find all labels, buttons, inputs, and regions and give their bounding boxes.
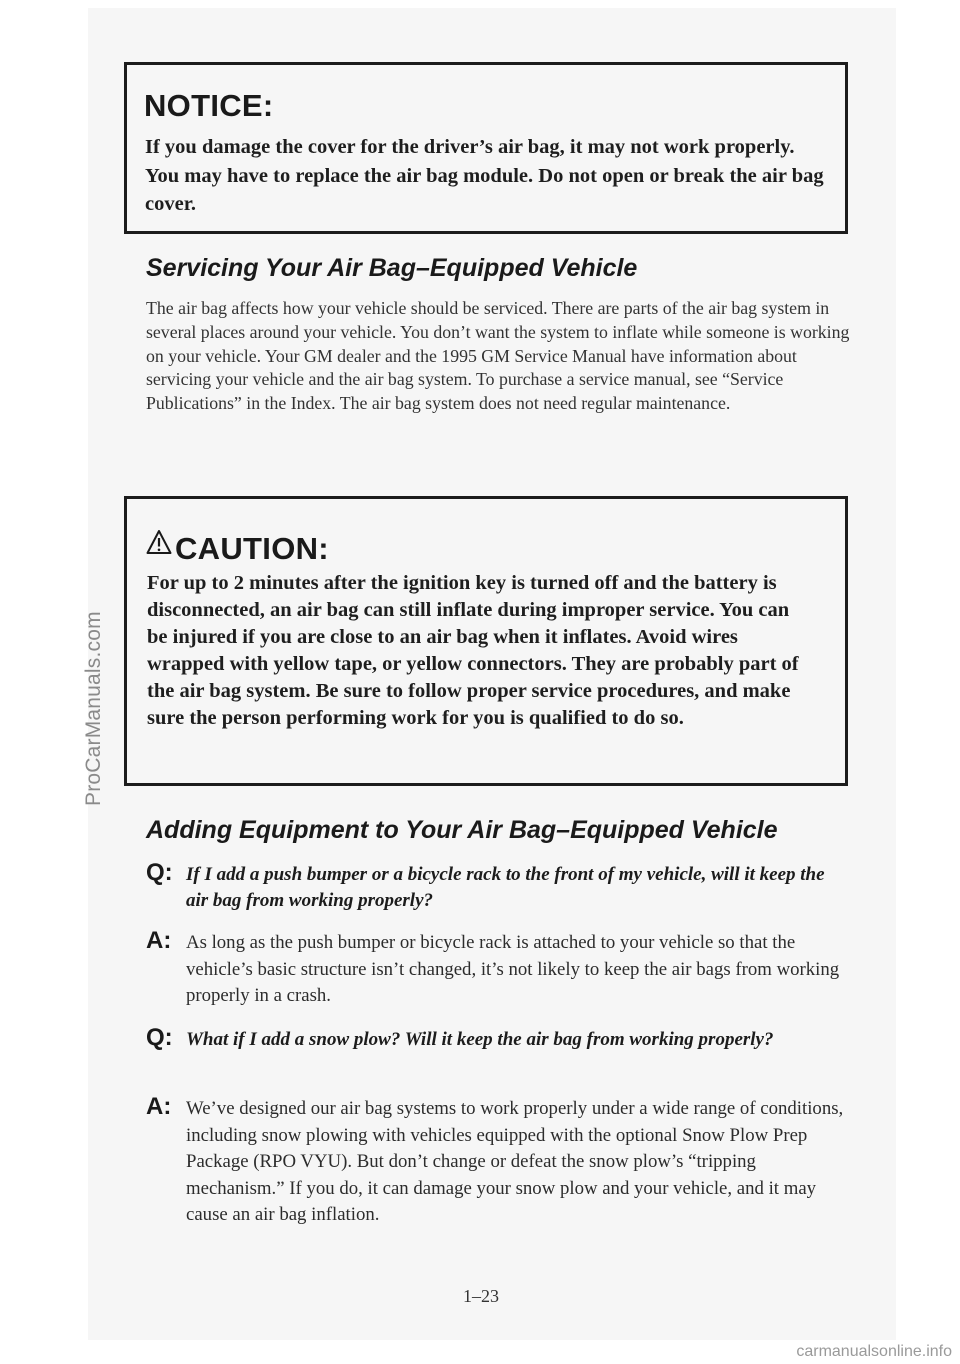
notice-title: NOTICE:: [144, 88, 274, 123]
warning-triangle-icon: [146, 529, 172, 555]
bottom-watermark: carmanualsonline.info: [796, 1343, 952, 1360]
answer-label: A:: [146, 1093, 172, 1120]
question-text: If I add a push bumper or a bicycle rack to the front of my vehicle, will it keep the air bag from working properly?: [186, 864, 825, 911]
answer-label: A:: [146, 927, 172, 954]
question-label: Q:: [146, 1024, 173, 1051]
answer-text: As long as the push bumper or bicycle rack is attached to your vehicle so that the vehicle’s basic structure isn’t changed, it’s not likely to keep the air bags from working properly in a crash.: [186, 932, 840, 1007]
servicing-paragraph: The air bag affects how your vehicle should be serviced. There are parts of the air bag system in several places around your vehicle. You don’t want the system to inflate while someone is working on your vehicle. Your GM dealer and the 1995 GM Service Manual have information about servicing your vehicle and the air bag system. To purchase a service manual, see “Service Publications” in the Index. The air bag system does not need regular maintenance.: [146, 298, 850, 414]
question-text: What if I add a snow plow? Will it keep the air bag from working properly?: [186, 1029, 774, 1050]
answer-text: We’ve designed our air bag systems to work properly under a wide range of conditions, including snow plowing with vehicles equipped with the optional Snow Plow Prep Package (RPO VYU). But don’t change or defeat the snow plow’s “tripping mechanism.” If you do, it can damage your snow plow and your vehicle, and it may cause an air bag inflation.: [186, 1098, 844, 1226]
notice-body: If you damage the cover for the driver’s air bag, it may not work properly. You may have to replace the air bag module. Do not open or break the air bag cover.: [145, 136, 824, 215]
caution-body: For up to 2 minutes after the ignition key is turned off and the battery is disconnected, an air bag can still inflate during improper service. You can be injured if you are close to an air bag when it inflates. Avoid wires wrapped with yellow tape, or yellow connectors. They are probably part of the air bag system. Be sure to follow proper service procedures, and make sure the person performing work for you is qualified to do so.: [147, 572, 799, 729]
side-watermark: ProCarManuals.com: [82, 611, 105, 806]
caution-title: CAUTION:: [175, 531, 329, 566]
question-label: Q:: [146, 859, 173, 886]
adding-equipment-heading: Adding Equipment to Your Air Bag–Equipped Vehicle: [146, 816, 778, 844]
notice-box: [124, 62, 848, 234]
servicing-heading: Servicing Your Air Bag–Equipped Vehicle: [146, 254, 638, 282]
caution-box: [124, 496, 848, 786]
page-number: 1–23: [463, 1286, 499, 1306]
